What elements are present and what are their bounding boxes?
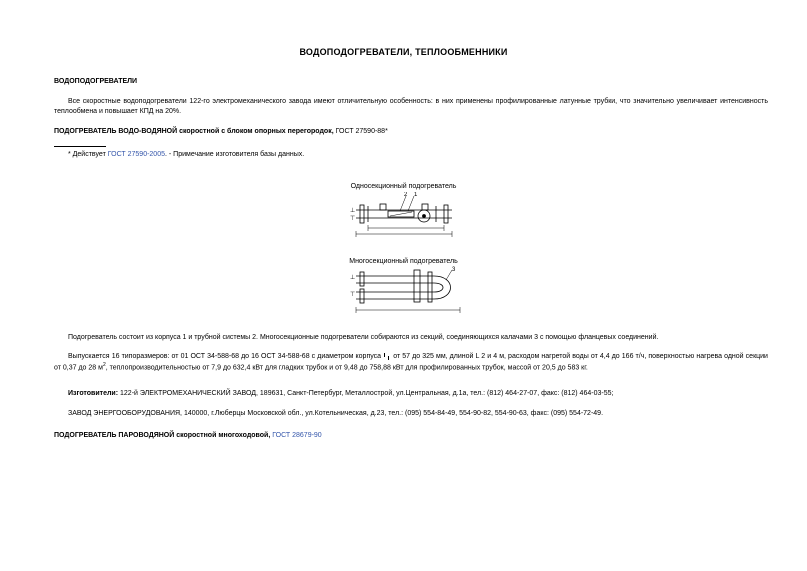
footnote-standard-link[interactable]: ГОСТ 27590-2005 <box>107 151 165 158</box>
manufacturer-2: ЗАВОД ЭНЕРГООБОРУДОВАНИЯ, 140000, г.Люберцы Московской обл., ул.Котельническая, д.23, тел.: (095) 554-84-49, 554-90-82, 554-90-63, факс: (095) 554-72-49. <box>68 410 604 417</box>
svg-text:⊤: ⊤ <box>350 292 356 298</box>
manufacturers-label: Изготовители: <box>68 390 119 397</box>
figure1-label-2: 2 <box>404 192 408 198</box>
sizes-part1: Выпускается 16 типоразмеров: от 01 ОСТ 34-588-68 до 16 ОСТ 34-588-68 с диаметром корпуса <box>68 353 382 360</box>
manufacturer-1-text: 122-й ЭЛЕКТРОМЕХАНИЧЕСКИЙ ЗАВОД, 189631, Санкт-Петербург, Металлострой, ул.Центральная, д.1а, тел.: (812) 464-27-07, факс: (812) 464-03-55; <box>120 390 614 397</box>
figure2-caption: Многосекционный подогреватель <box>349 258 458 265</box>
svg-text:⊥: ⊥ <box>350 208 356 214</box>
figure2-label-3: 3 <box>452 267 456 273</box>
intro-paragraph: Все скоростные водоподогреватели 122-го электромеханического завода имеют отличительную особенность: в них применены профилированные латунные трубки, что значительно увеличивает интенсивность теплообмена и повышает КПД на 20%. <box>54 98 768 116</box>
diameter-symbol-icon <box>383 353 391 360</box>
sizes-part3: , теплопроизводительностью от 7,9 до 632,4 кВт для гладких трубок и от 9,48 до 758,88 кВт для профилированных трубок, массой от 20,5 до 583 кг. <box>105 364 588 372</box>
product-heading-water-water <box>54 127 768 137</box>
footnote-prefix: * Действует <box>68 151 106 158</box>
product-heading-steam-water <box>54 431 768 441</box>
sizes-part2: от 57 до 325 мм, длиной L 2 и 4 м, расходом нагретой воды от 4,4 до 166 т/ч, поверхностью нагрева одной секции от 0,37 до 28 м <box>54 353 768 372</box>
figure1-caption: Односекционный подогреватель <box>350 183 457 190</box>
section-heading: ВОДОПОДОГРЕВАТЕЛИ <box>54 78 138 85</box>
single-section-heater-drawing <box>348 192 460 238</box>
svg-text:⊥: ⊥ <box>350 275 356 281</box>
footnote-divider <box>54 146 106 147</box>
page-title: ВОДОПОДОГРЕВАТЕЛИ, ТЕПЛООБМЕННИКИ <box>299 47 508 57</box>
product-heading-standard: ГОСТ 27590-88* <box>335 128 388 135</box>
product-heading-bold: ПОДОГРЕВАТЕЛЬ ВОДО-ВОДЯНОЙ скоростной с блоком опорных перегородок, <box>54 128 334 135</box>
multi-section-heater-drawing <box>348 266 463 318</box>
footnote <box>54 150 768 160</box>
manufacturer-1 <box>54 389 768 399</box>
figure1-label-1: 1 <box>414 192 418 198</box>
product2-heading-bold: ПОДОГРЕВАТЕЛЬ ПАРОВОДЯНОЙ скоростной многоходовой, <box>54 432 271 439</box>
sizes-sup: 2 <box>102 362 106 369</box>
footnote-suffix: . - Примечание изготовителя базы данных. <box>165 151 305 158</box>
composition-paragraph: Подогреватель состоит из корпуса 1 и трубной системы 2. Многосекционные подогреватели собираются из секций, соединяющихся калачами 3 с помощью фланцевых соединений. <box>68 334 659 341</box>
svg-text:⊤: ⊤ <box>350 216 356 222</box>
sizes-paragraph <box>54 352 768 374</box>
product2-standard-link[interactable]: ГОСТ 28679-90 <box>272 432 322 439</box>
